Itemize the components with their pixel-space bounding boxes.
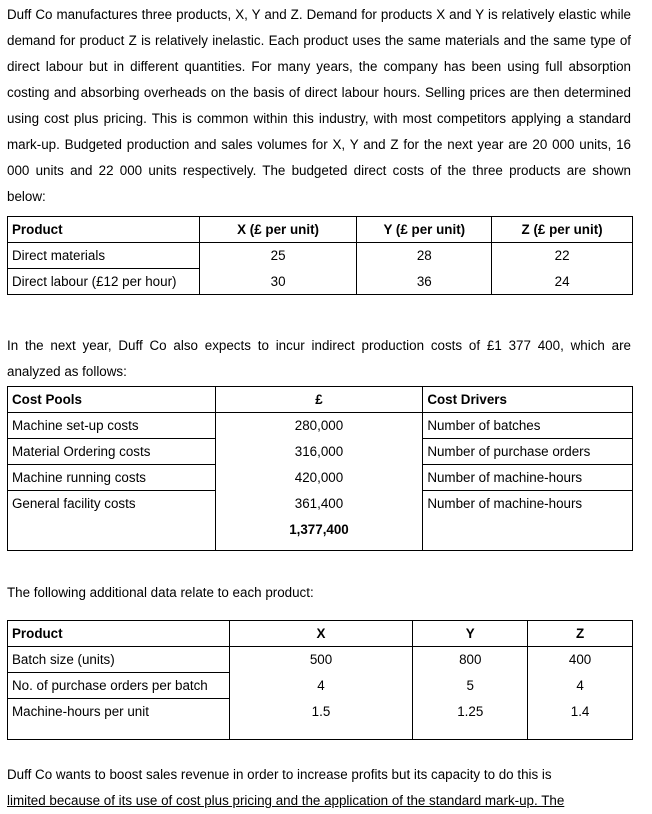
row-label: Batch size (units)	[8, 647, 230, 673]
cost-pool-name: Machine set-up costs	[8, 413, 216, 439]
cost-pool-name: Material Ordering costs	[8, 439, 216, 465]
intro-paragraph: Duff Co manufactures three products, X, Y and Z. Demand for products X and Y is relatively elastic while demand for product Z is relatively inelastic. Each product uses the same materials and the same type of direct labour but in different quantities. For many years, the company has been using full absorption costing and absorbing overheads on the basis of direct labour hours. Selling prices are then determined using cost plus pricing. This is common within this industry, with most competitors applying a standard mark-up. Budgeted production and sales volumes for X, Y and Z for the next year are 20 000 units, 16 000 units and 22 000 units respectively. The budgeted direct costs of the three products are shown below:	[7, 7, 631, 204]
table-row	[8, 699, 633, 725]
cost-driver: Number of batches	[423, 413, 633, 439]
cell-x: 1.5	[229, 699, 413, 725]
cost-pool-amount: 280,000	[215, 413, 423, 439]
row-label: Machine-hours per unit	[8, 699, 230, 725]
cell-z: 24	[492, 269, 633, 295]
spacer-cell	[8, 724, 230, 740]
cell-z: 4	[528, 673, 633, 699]
table-row	[8, 243, 633, 269]
table-row	[8, 269, 633, 295]
cost-driver: Number of machine-hours	[423, 491, 633, 517]
spacer-cell	[229, 724, 413, 740]
cell-y: 28	[357, 243, 492, 269]
cost-pool-name: General facility costs	[8, 491, 216, 517]
spacer-cell	[413, 724, 528, 740]
total-driver-cell	[423, 516, 633, 551]
cell-y: 800	[413, 647, 528, 673]
cell-x: 30	[199, 269, 357, 295]
header-x: X	[229, 621, 413, 647]
closing-paragraph	[7, 762, 631, 814]
cell-z: 22	[492, 243, 633, 269]
header-product: Product	[8, 217, 200, 243]
header-y: Y	[413, 621, 528, 647]
table-row	[8, 673, 633, 699]
direct-costs-table	[7, 216, 633, 295]
closing-line-2: limited because of its use of cost plus pricing and the application of the standard mark-up. The	[7, 793, 565, 808]
cell-y: 36	[357, 269, 492, 295]
cost-driver: Number of purchase orders	[423, 439, 633, 465]
cell-z: 1.4	[528, 699, 633, 725]
header-z: Z	[528, 621, 633, 647]
table-header-row	[8, 621, 633, 647]
table-row	[8, 413, 633, 439]
total-label-cell	[8, 516, 216, 551]
header-y: Y (£ per unit)	[357, 217, 492, 243]
cell-x: 500	[229, 647, 413, 673]
indirect-paragraph: In the next year, Duff Co also expects to incur indirect production costs of £1 377 400, which are analyzed as follows:	[7, 338, 631, 379]
table-total-row	[8, 516, 633, 551]
product-data-table	[7, 620, 633, 740]
cost-pools-table	[7, 386, 633, 551]
row-label: Direct labour (£12 per hour)	[8, 269, 200, 295]
row-label: No. of purchase orders per batch	[8, 673, 230, 699]
header-product: Product	[8, 621, 230, 647]
table-row	[8, 439, 633, 465]
header-amount: £	[215, 387, 423, 413]
closing-line-1: Duff Co wants to boost sales revenue in order to increase profits but its capacity to do this is	[7, 767, 552, 782]
table-spacer-row	[8, 724, 633, 740]
cell-x: 25	[199, 243, 357, 269]
cell-z: 400	[528, 647, 633, 673]
cost-pool-name: Machine running costs	[8, 465, 216, 491]
cost-pool-amount: 316,000	[215, 439, 423, 465]
cost-pools-total: 1,377,400	[215, 516, 423, 551]
row-label: Direct materials	[8, 243, 200, 269]
table-header-row	[8, 387, 633, 413]
cell-y: 5	[413, 673, 528, 699]
table-row	[8, 465, 633, 491]
cost-pool-amount: 361,400	[215, 491, 423, 517]
cost-pool-amount: 420,000	[215, 465, 423, 491]
header-x: X (£ per unit)	[199, 217, 357, 243]
table-row	[8, 491, 633, 517]
additional-paragraph: The following additional data relate to each product:	[7, 585, 314, 600]
cell-y: 1.25	[413, 699, 528, 725]
header-cost-drivers: Cost Drivers	[423, 387, 633, 413]
table-header-row	[8, 217, 633, 243]
header-cost-pools: Cost Pools	[8, 387, 216, 413]
header-z: Z (£ per unit)	[492, 217, 633, 243]
cost-driver: Number of machine-hours	[423, 465, 633, 491]
table-row	[8, 647, 633, 673]
spacer-cell	[528, 724, 633, 740]
cell-x: 4	[229, 673, 413, 699]
